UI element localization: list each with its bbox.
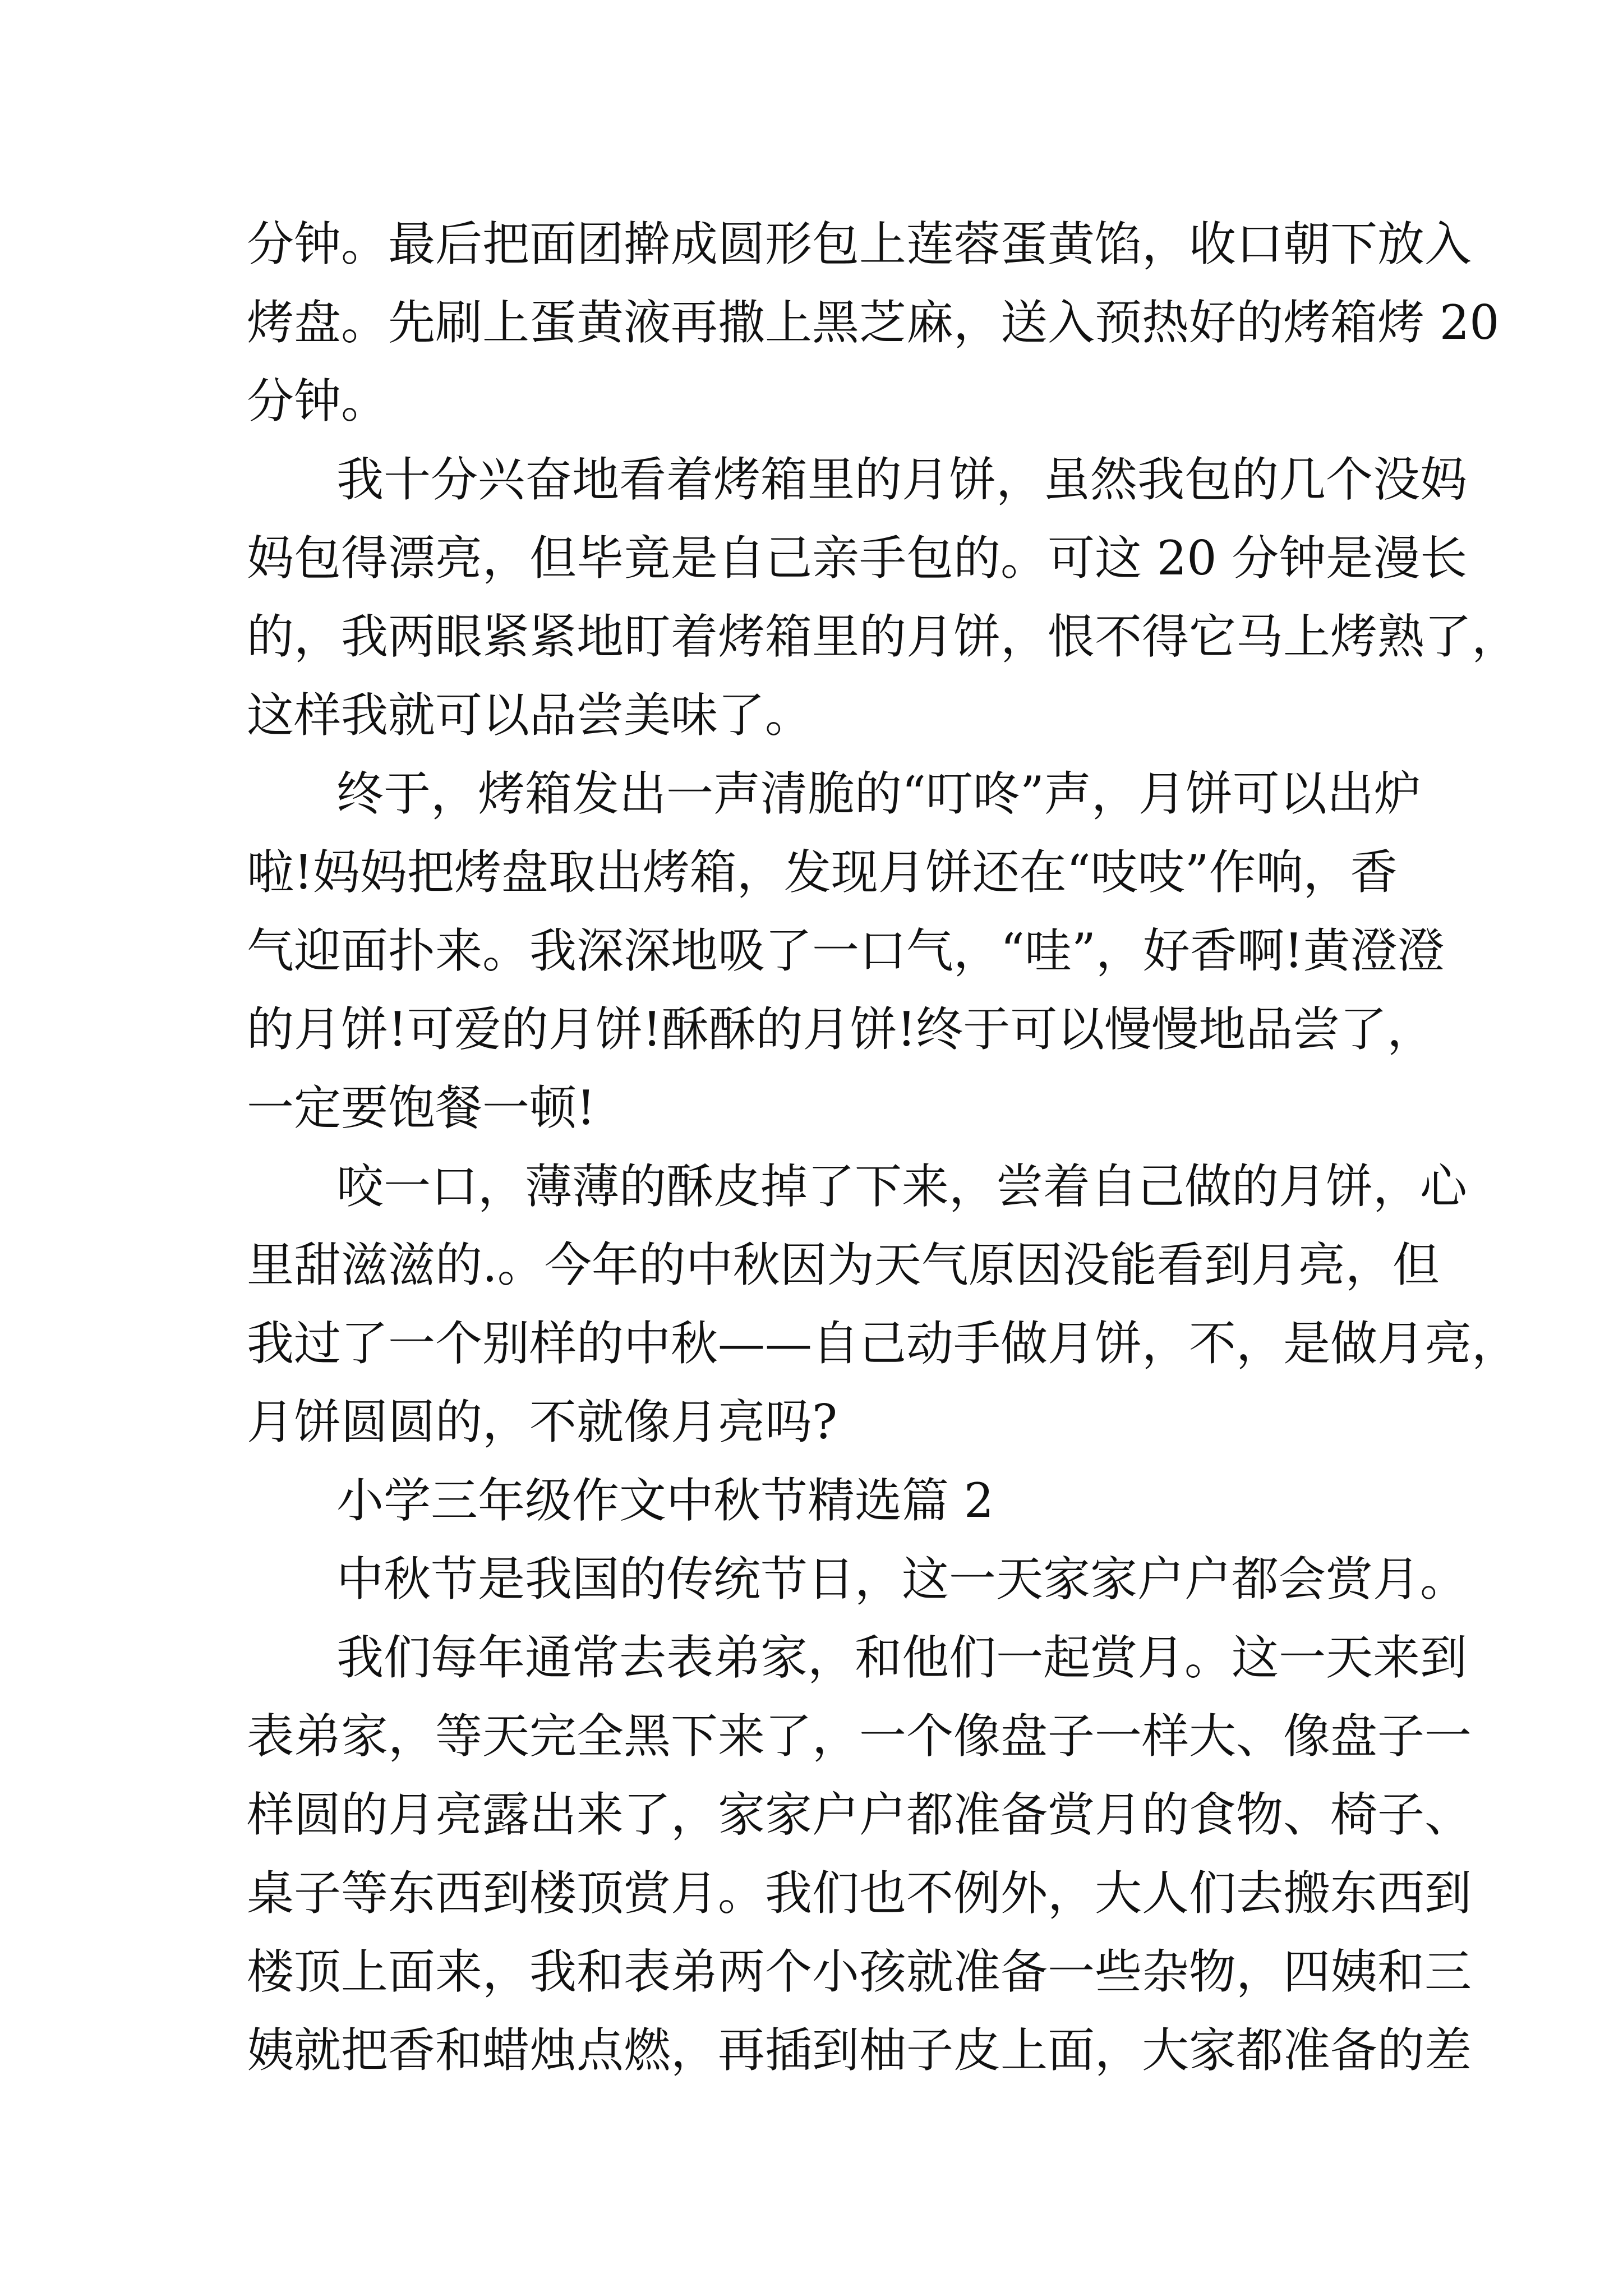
paragraph-line: 表弟家，等天完全黑下来了，一个像盘子一样大、像盘子一	[247, 1709, 1472, 1764]
paragraph-line: 分钟。最后把面团擀成圆形包上莲蓉蛋黄馅，收口朝下放入	[247, 217, 1472, 272]
paragraph-line: 一定要饱餐一顿!	[247, 1080, 596, 1135]
paragraph-line: 桌子等东西到楼顶赏月。我们也不例外，大人们去搬东西到	[247, 1866, 1472, 1921]
paragraph-line: 妈包得漂亮，但毕竟是自己亲手包的。可这 20 分钟是漫长	[247, 531, 1468, 586]
paragraph-line: 烤盘。先刷上蛋黄液再撒上黑芝麻，送入预热好的烤箱烤 20	[247, 295, 1500, 350]
paragraph-line: 终于，烤箱发出一声清脆的“叮咚”声，月饼可以出炉	[336, 766, 1421, 821]
paragraph-line: 我们每年通常去表弟家，和他们一起赏月。这一天来到	[336, 1630, 1468, 1685]
paragraph-line: 的月饼!可爱的月饼!酥酥的月饼!终于可以慢慢地品尝了，	[247, 1002, 1435, 1057]
section-heading: 小学三年级作文中秋节精选篇 2	[336, 1473, 994, 1528]
paragraph-line: 姨就把香和蜡烛点燃，再插到柚子皮上面，大家都准备的差	[247, 2023, 1472, 2078]
paragraph-line: 我过了一个别样的中秋——自己动手做月饼，不，是做月亮，	[247, 1316, 1519, 1371]
paragraph-line: 咬一口，薄薄的酥皮掉了下来，尝着自己做的月饼，心	[336, 1159, 1468, 1214]
paragraph-line: 月饼圆圆的，不就像月亮吗?	[247, 1395, 838, 1450]
paragraph-line: 样圆的月亮露出来了，家家户户都准备赏月的食物、椅子、	[247, 1787, 1472, 1842]
paragraph-line: 这样我就可以品尝美味了。	[247, 688, 813, 743]
paragraph-line: 楼顶上面来，我和表弟两个小孩就准备一些杂物，四姨和三	[247, 1944, 1472, 1999]
paragraph-line: 中秋节是我国的传统节日，这一天家家户户都会赏月。	[336, 1552, 1468, 1607]
paragraph-line: 我十分兴奋地看着烤箱里的月饼，虽然我包的几个没妈	[336, 452, 1468, 507]
paragraph-line: 分钟。	[247, 374, 389, 429]
paragraph-line: 的，我两眼紧紧地盯着烤箱里的月饼，恨不得它马上烤熟了，	[247, 609, 1519, 664]
paragraph-line: 啦!妈妈把烤盘取出烤箱，发现月饼还在“吱吱”作响，香	[247, 845, 1398, 900]
paragraph-line: 里甜滋滋的.。今年的中秋因为天气原因没能看到月亮，但	[247, 1237, 1440, 1292]
paragraph-line: 气迎面扑来。我深深地吸了一口气，“哇”，好香啊!黄澄澄	[247, 923, 1445, 978]
